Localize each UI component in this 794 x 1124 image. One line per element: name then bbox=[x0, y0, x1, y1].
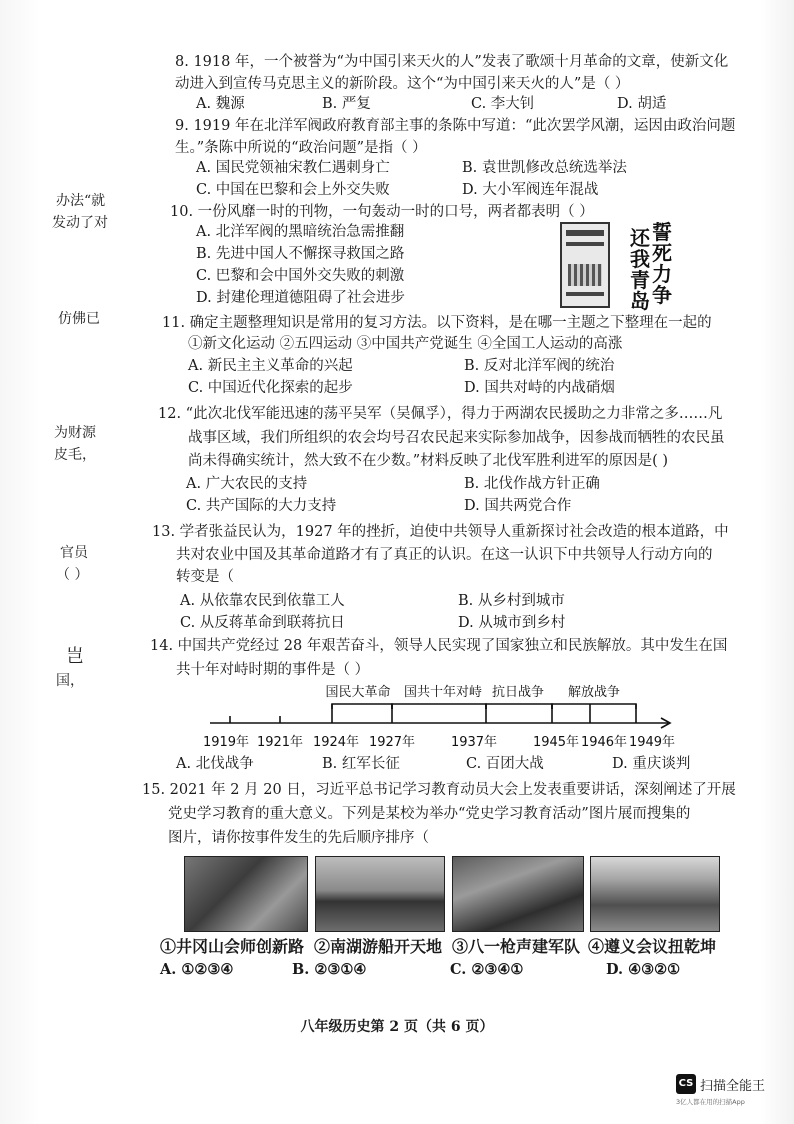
margin-fragment: 仿佛已 bbox=[58, 311, 100, 327]
photo-jinggangshan bbox=[184, 856, 308, 932]
margin-fragment: 办法“就 bbox=[56, 193, 106, 209]
margin-fragment: 国， bbox=[56, 673, 84, 689]
scanner-tagline: 3亿人都在用的扫描App bbox=[676, 1098, 745, 1106]
question-text: 党史学习教育的重大意义。下列是某校为举办“党史学习教育活动”图片展而搜集的 bbox=[168, 806, 691, 822]
question-text: 动进入到宣传马克思主义的新阶段。这个“为中国引来天火的人”是（ ） bbox=[175, 76, 630, 92]
option-a: A. 魏源 bbox=[196, 96, 245, 112]
period-bracket bbox=[332, 704, 392, 709]
period-label: 国共十年对峙 bbox=[403, 685, 483, 700]
question-text: 转变是（ bbox=[176, 569, 234, 585]
option-a: A. 北伐战争 bbox=[176, 756, 254, 772]
period-label: 国民大革命 bbox=[325, 685, 391, 700]
question-text: 尚未得确实统计，然大致不在少数。”材料反映了北伐军胜利进军的原因是( ) bbox=[188, 453, 669, 469]
photo-caption: ③八一枪声建军队 bbox=[452, 937, 581, 956]
question-text: 9. 1919 年在北洋军阀政府教育部主事的条陈中写道：“此次罢学风潮，运因由政治问题 bbox=[175, 118, 736, 134]
option-d: D. 胡适 bbox=[617, 96, 667, 112]
year-label: 1946年 bbox=[580, 735, 628, 750]
option-b: B. 袁世凯修改总统选举法 bbox=[462, 160, 627, 176]
option-a: A. ①②③④ bbox=[160, 961, 234, 978]
option-c: C. 巴黎和会中国外交失败的刺激 bbox=[196, 268, 405, 284]
option-b: B. 先进中国人不懈探寻救国之路 bbox=[196, 246, 405, 262]
option-a: A. 国民党领袖宋教仁遇刺身亡 bbox=[196, 160, 390, 176]
question-text: 11. 确定主题整理知识是常用的复习方法。以下资料，是在哪一主题之下整理在一起的 bbox=[162, 315, 712, 331]
scanner-app-name: 扫描全能王 bbox=[700, 1079, 766, 1094]
option-c: C. 李大钊 bbox=[471, 96, 535, 112]
option-b: B. 反对北洋军阀的统治 bbox=[464, 358, 615, 374]
option-c: C. 百团大战 bbox=[466, 756, 544, 772]
option-d: D. 大小军阀连年混战 bbox=[462, 182, 599, 198]
margin-fragment: 官员 bbox=[60, 545, 88, 561]
scanner-logo-icon: CS bbox=[676, 1074, 696, 1094]
year-label: 1924年 bbox=[312, 735, 360, 750]
option-a: A. 从依靠农民到依靠工人 bbox=[180, 593, 345, 609]
option-d: D. 从城市到乡村 bbox=[458, 615, 566, 631]
photo-nanchang-uprising bbox=[452, 856, 584, 932]
year-label: 1927年 bbox=[368, 735, 416, 750]
option-d: D. 封建伦理道德阻碍了社会进步 bbox=[196, 290, 405, 306]
question-text: 共十年对峙时期的事件是（ ） bbox=[176, 662, 370, 678]
exam-page: 办法“就 发动了对 仿佛已 为财源 皮毛， 官员 （ ） 岂 国， 8. 1918 年，一个被誉为“为中国引来天火的人”发表了歌颂十月革命的文章，使新文化 动进入到宣传马克思主义的新阶段。这个“为中国引来天火的人”是（ ） A. 魏源 B. 严复 C. 李大钊 D. 胡适 9. 1919 年在北洋军阀政府教育部主事的条陈中写道：“此次罢学风潮，运因由政治问题 生。”条陈中所说的“政治问题”是指（ ） A. 国民党领袖宋教仁遇刺身亡 B. 袁世凯修改总统选举法 C. 中国在巴黎和会上外交失败 D. 大小军阀连年混战 10. 一份风靡一时的刊物，一句轰动一时的口号，两者都表明（ ） A. 北洋军阀的黑暗统治急需推翻 B. 先进中国人不懈探寻救国之路 C. 巴黎和会中国外交失败的刺激 D. 封建伦理道德阻碍了社会进步 誓 死 力 争 还 我 青 岛 11. 确定主题整理知识是常用的复习方法。以下资料，是在哪一主题之下整理在一起的 ①新文化运动 ②五四运动 ③中国共产党诞生 ④全国工人运动的高涨 A. 新民主主义革命的兴起 B. 反对北洋军阀的统治 C. 中国近代化探索的起步 D. 国共对峙的内战硝烟 12. “此次北伐军能迅速的荡平吴军（吴佩孚），得力于两湖农民援助之力非常之多……凡 战事区域，我们所组织的农会均号召农民起来实际参加战争，因参战而牺牲的农民虽 尚未得确实统计，然大致不在少数。”材料反映了北伐军胜利进军的原因是( ) A. 广大农民的支持 B. 北伐作战方针正确 C. 共产国际的大力支持 D. 国共两党合作 13. 学者张益民认为，1927 年的挫折，迫使中共领导人重新探讨社会改造的根本道路，中 共对农业中国及其革命道路才有了真正的认识。在这一认识下中共领导人行动方向的 转变是（ A. 从依靠农民到依靠工人 B. 从乡村到城市 C. 从反蒋革命到联蒋抗日 D. 从城市到乡村 14. 中国共产党经过 28 年艰苦奋斗，领导人民实现了国家独立和民族解放。其中发生在国 共十年对峙时期的事件是（ ） 国民大革命 国共十年对峙 抗日战争 解放战争 1919年 1921年 1924年 1927年 1937年 1945年 1946年 1949年 A. 北伐战争 B. 红军长征 C. 百团大战 D. 重庆谈判 15. 2021 年 2 月 20 日，习近平总书记学习教育动员大会上发表重要讲话，深刻阐述了开展 党史学习教育的重大意义。下列是某校为举办“党史学习教育活动”图片展而搜集的 图片，请你按事件发生的先后顺序排序（ ①井冈山会师创新路 ②南湖游船开天地 ③八一枪声建军队 ④遵义会议扭乾坤 A. ①②③④ B. ②③①④ C. ②③④① D. ④③②① 八年级历史第 2 页（共 6 页） CS 扫描全能王 3亿人都在用的扫描App bbox=[0, 0, 794, 1124]
option-b: B. 红军长征 bbox=[322, 756, 400, 772]
year-label: 1921年 bbox=[256, 735, 304, 750]
margin-fragment: （ ） bbox=[56, 567, 89, 583]
period-bracket bbox=[552, 704, 636, 709]
option-b: B. 严复 bbox=[322, 96, 371, 112]
option-b: B. 从乡村到城市 bbox=[458, 593, 565, 609]
option-a: A. 北洋军阀的黑暗统治急需推翻 bbox=[196, 224, 405, 240]
question-text: 14. 中国共产党经过 28 年艰苦奋斗，领导人民实现了国家独立和民族解放。其中发生在国 bbox=[150, 638, 728, 654]
margin-fragment: 岂 bbox=[66, 646, 84, 667]
option-c: C. 中国近代化探索的起步 bbox=[188, 380, 353, 396]
period-bracket bbox=[392, 704, 486, 709]
margin-fragment: 发动了对 bbox=[52, 215, 108, 231]
question-text: 战事区域，我们所组织的农会均号召农民起来实际参加战争，因参战而牺牲的农民虽 bbox=[188, 430, 725, 446]
option-c: C. 共产国际的大力支持 bbox=[186, 498, 337, 514]
question-text: 15. 2021 年 2 月 20 日，习近平总书记学习教育动员大会上发表重要讲话，深刻阐述了开展 bbox=[142, 782, 736, 798]
option-b: B. ②③①④ bbox=[292, 961, 367, 978]
option-d: D. 国共对峙的内战硝烟 bbox=[464, 380, 615, 396]
photo-caption: ②南湖游船开天地 bbox=[314, 937, 443, 956]
photo-zunyi-meeting bbox=[590, 856, 720, 932]
question-text: 13. 学者张益民认为，1927 年的挫折，迫使中共领导人重新探讨社会改造的根本道路，中 bbox=[152, 524, 729, 540]
option-c: C. ②③④① bbox=[450, 961, 524, 978]
margin-fragment: 皮毛， bbox=[54, 447, 96, 463]
option-a: A. 新民主主义革命的兴起 bbox=[188, 358, 353, 374]
page-footer: 八年级历史第 2 页（共 6 页） bbox=[300, 1019, 494, 1035]
option-d: D. 重庆谈判 bbox=[612, 756, 691, 772]
option-d: D. ④③②① bbox=[606, 961, 681, 978]
year-label: 1945年 bbox=[532, 735, 580, 750]
year-label: 1919年 bbox=[202, 735, 250, 750]
photo-caption: ④遵义会议扭乾坤 bbox=[588, 937, 717, 956]
question-text: 图片，请你按事件发生的先后顺序排序（ bbox=[168, 830, 429, 846]
question-items: ①新文化运动 ②五四运动 ③中国共产党诞生 ④全国工人运动的高涨 bbox=[188, 336, 623, 352]
option-b: B. 北伐作战方针正确 bbox=[464, 476, 600, 492]
photo-nanhu-boat bbox=[315, 856, 445, 932]
question-text: 10. 一份风靡一时的刊物，一句轰动一时的口号，两者都表明（ ） bbox=[170, 204, 594, 220]
photo-caption: ①井冈山会师创新路 bbox=[160, 937, 305, 956]
period-bracket bbox=[486, 704, 552, 709]
option-c: C. 中国在巴黎和会上外交失败 bbox=[196, 182, 390, 198]
option-c: C. 从反蒋革命到联蒋抗日 bbox=[180, 615, 345, 631]
question-text: 生。”条陈中所说的“政治问题”是指（ ） bbox=[175, 140, 427, 156]
option-a: A. 广大农民的支持 bbox=[186, 476, 308, 492]
question-text: 共对农业中国及其革命道路才有了真正的认识。在这一认识下中共领导人行动方向的 bbox=[176, 547, 713, 563]
year-label: 1949年 bbox=[628, 735, 676, 750]
question-text: 12. “此次北伐军能迅速的荡平吴军（吴佩孚），得力于两湖农民援助之力非常之多……凡 bbox=[158, 406, 723, 422]
period-label: 抗日战争 bbox=[491, 685, 545, 700]
option-d: D. 国共两党合作 bbox=[464, 498, 572, 514]
question-text: 8. 1918 年，一个被誉为“为中国引来天火的人”发表了歌颂十月革命的文章，使新文化 bbox=[175, 54, 729, 70]
margin-fragment: 为财源 bbox=[54, 425, 96, 441]
period-label: 解放战争 bbox=[567, 685, 621, 700]
year-label: 1937年 bbox=[450, 735, 498, 750]
